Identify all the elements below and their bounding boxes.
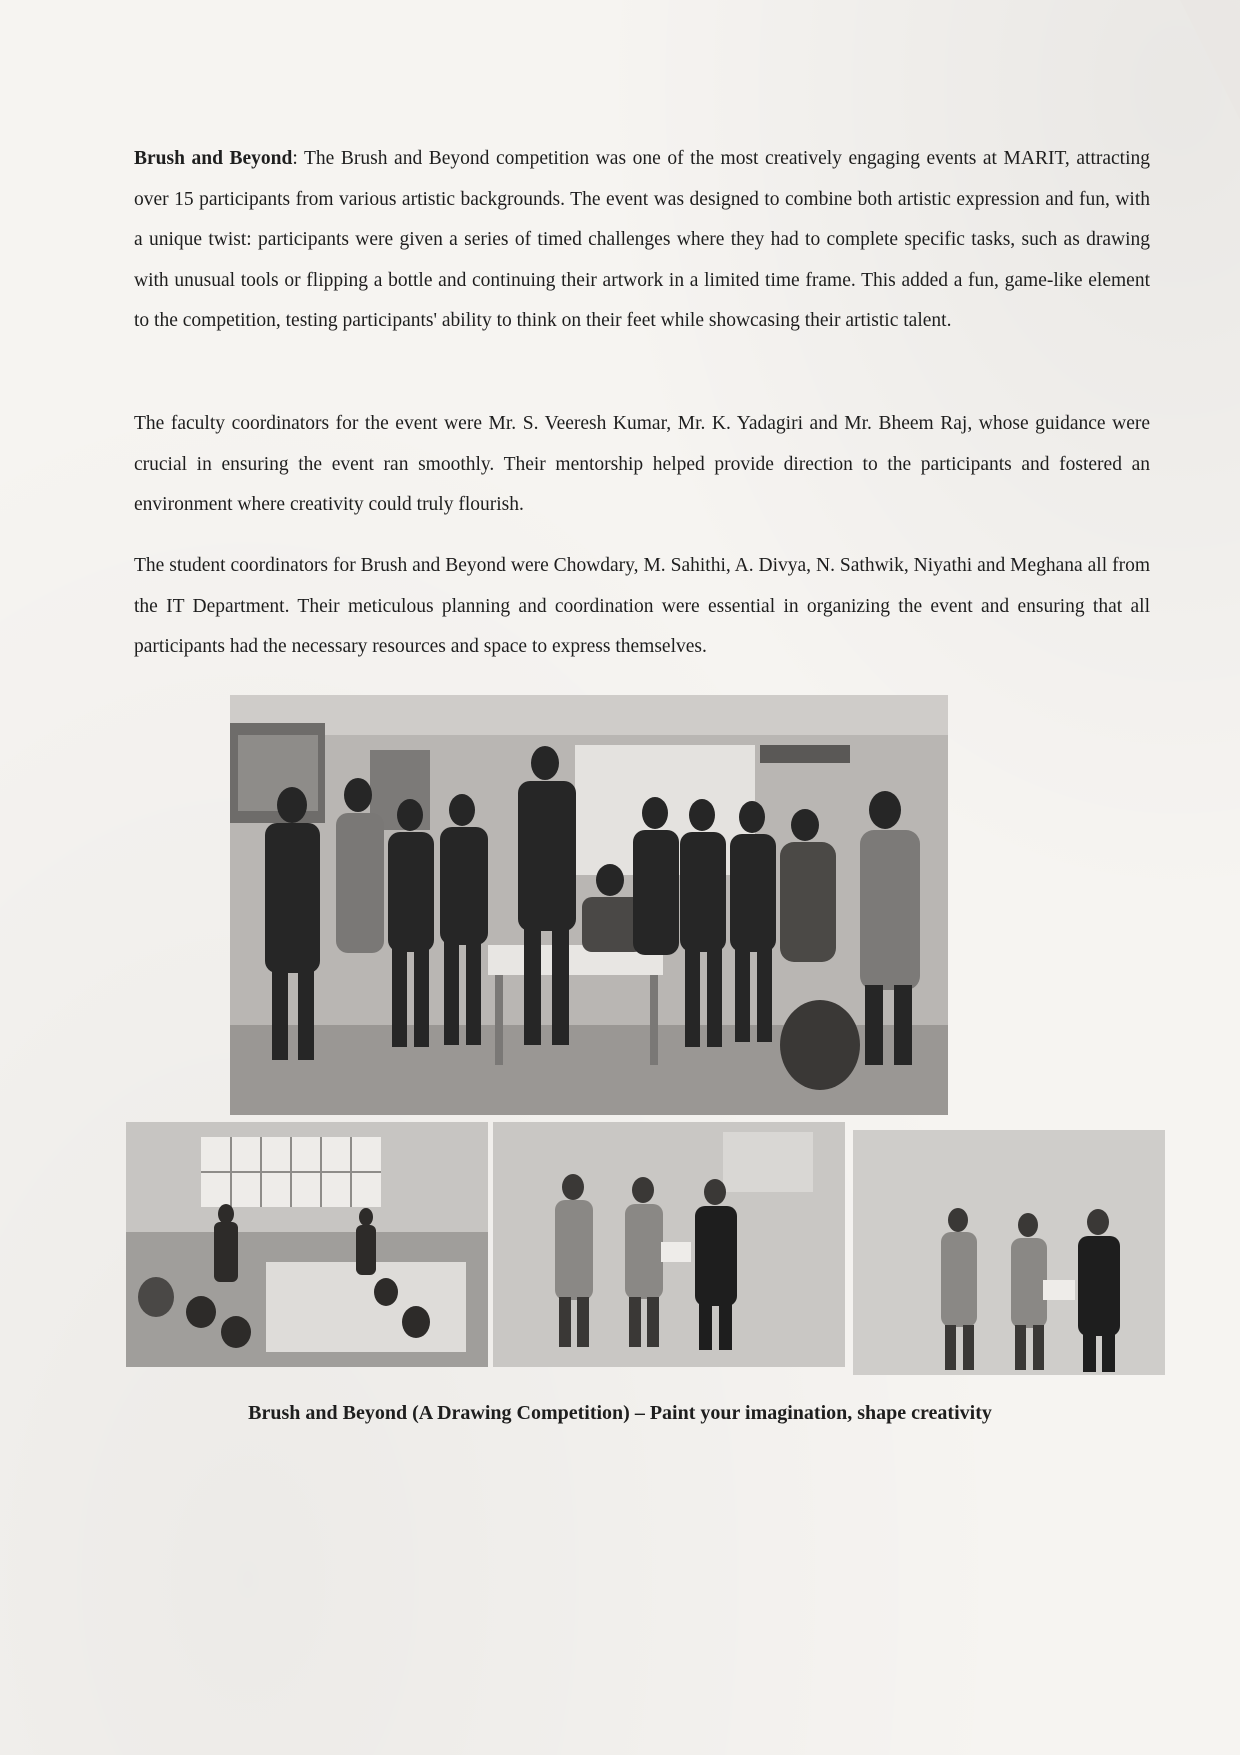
group-photo	[230, 695, 948, 1115]
page-corner-fold	[1180, 0, 1240, 120]
prize-distribution-photo-1	[493, 1122, 845, 1367]
classroom-photo	[126, 1122, 488, 1367]
event-description-text: : The Brush and Beyond competition was one of the most creatively engaging events at MARIT, attracting over 15 participants from various artistic backgrounds. The event was designed to combine both artistic expression and fun, with a unique twist: participants were given a series of timed challenges where they had to complete specific tasks, such as drawing with unusual tools or flipping a bottle and continuing their artwork in a limited time frame. This added a fun, game-like element to the competition, testing participants' ability to think on their feet while showcasing their artistic talent.	[134, 148, 1151, 331]
event-name-lead: Brush and Beyond	[134, 148, 293, 169]
paragraph-event-description	[134, 139, 1150, 342]
paragraph-student-coordinators: The student coordinators for Brush and Beyond were Chowdary, M. Sahithi, A. Divya, N. Sathwik, Niyathi and Meghana all from the IT Department. Their meticulous planning and coordination were essential in organizing the event and ensuring that all participants had the necessary resources and space to express themselves.	[134, 555, 1150, 657]
photo-caption: Brush and Beyond (A Drawing Competition) – Paint your imagination, shape creativity	[248, 1402, 992, 1424]
prize-distribution-photo-2	[853, 1130, 1165, 1375]
paragraph-faculty-coordinators: The faculty coordinators for the event were Mr. S. Veeresh Kumar, Mr. K. Yadagiri and Mr. Bheem Raj, whose guidance were crucial in ensuring the event ran smoothly. Their mentorship helped provide direction to the participants and fostered an environment where creativity could truly flourish.	[134, 413, 1150, 515]
